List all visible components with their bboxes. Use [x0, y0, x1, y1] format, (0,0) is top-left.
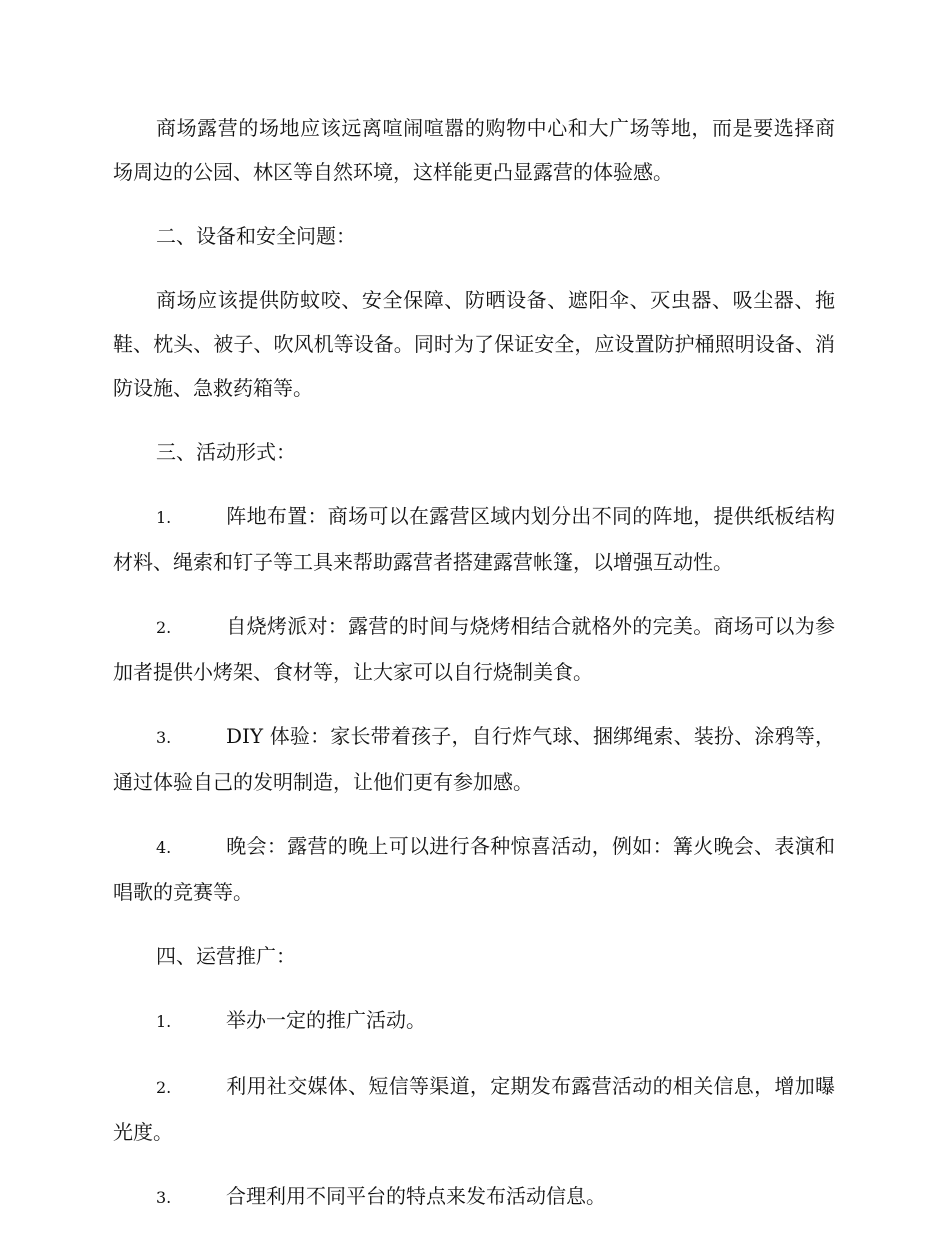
- list-item-text: 利用社交媒体、短信等渠道，定期发布露营活动的相关信息，增加曝光度。: [113, 1074, 835, 1144]
- list-item-number: 3.: [156, 1188, 172, 1207]
- document-body: [113, 106, 835, 1240]
- list-item: [113, 604, 835, 694]
- list-item-text: 晚会：露营的晚上可以进行各种惊喜活动，例如：篝火晚会、表演和唱歌的竞赛等。: [113, 834, 835, 904]
- list-item: [113, 824, 835, 914]
- list-item: [113, 1174, 835, 1220]
- list-item-text: DIY 体验：家长带着孩子，自行炸气球、捆绑绳索、装扮、涂鸦等，通过体验自己的发明制造，让他们更有参加感。: [113, 724, 835, 794]
- list-item-text: 阵地布置：商场可以在露营区域内划分出不同的阵地，提供纸板结构材料、绳索和钉子等工具来帮助露营者搭建露营帐篷，以增强互动性。: [113, 504, 835, 574]
- list-item-number: 2.: [156, 618, 172, 637]
- list-item: [113, 998, 835, 1044]
- list-item-text: 合理利用不同平台的特点来发布活动信息。: [226, 1184, 606, 1208]
- list-item-number: 1.: [156, 1012, 172, 1031]
- list-item: [113, 494, 835, 584]
- equipment-safety-paragraph: 商场应该提供防蚊咬、安全保障、防晒设备、遮阳伞、灭虫器、吸尘器、拖鞋、枕头、被子、吹风机等设备。同时为了保证安全，应设置防护桶照明设备、消防设施、急救药箱等。: [113, 288, 835, 400]
- list-item-number: 4.: [156, 838, 172, 857]
- section-heading-activity-forms: 三、活动形式：: [156, 440, 296, 464]
- list-item-text: 举办一定的推广活动。: [226, 1008, 426, 1032]
- list-item: [113, 714, 835, 804]
- list-item: [113, 1064, 835, 1154]
- section-heading-operations-promotion: 四、运营推广：: [156, 944, 296, 968]
- list-item-text: 自烧烤派对：露营的时间与烧烤相结合就格外的完美。商场可以为参加者提供小烤架、食材等，让大家可以自行烧制美食。: [113, 614, 835, 684]
- intro-paragraph: 商场露营的场地应该远离喧闹喧嚣的购物中心和大广场等地，而是要选择商场周边的公园、林区等自然环境，这样能更凸显露营的体验感。: [113, 116, 835, 184]
- list-item-number: 1.: [156, 508, 172, 527]
- list-item-number: 3.: [156, 728, 172, 747]
- section-heading-equipment-safety: 二、设备和安全问题：: [156, 224, 356, 248]
- list-item-number: 2.: [156, 1078, 172, 1097]
